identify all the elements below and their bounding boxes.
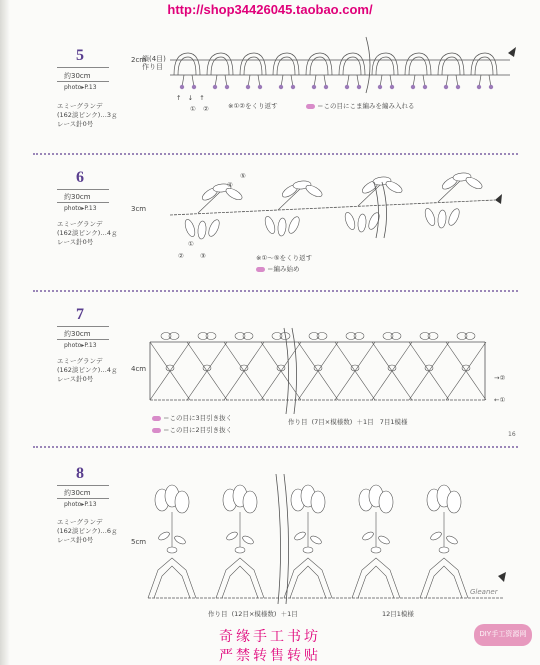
repeat-label: 12目1模様 bbox=[382, 610, 414, 618]
pattern-length: 約30cm bbox=[64, 330, 91, 338]
watermark: Gleaner bbox=[470, 588, 498, 596]
crochet-chart-6 bbox=[150, 170, 505, 260]
height-label: 2cm bbox=[131, 56, 147, 64]
book-spine-shadow bbox=[0, 0, 10, 665]
site-badge: DIY手工资源网 bbox=[474, 624, 532, 646]
photo-reference: photo▸P.13 bbox=[64, 84, 97, 91]
start-marker bbox=[495, 194, 502, 204]
step-arrows: ↑ ↓ ↑ bbox=[176, 94, 205, 102]
pattern-number: 6 bbox=[76, 169, 84, 186]
step-marker-3: ③ bbox=[200, 252, 206, 260]
step-marker-2: ② bbox=[203, 105, 209, 113]
number-underline bbox=[57, 67, 109, 68]
section-divider bbox=[33, 153, 518, 155]
height-label: 3cm bbox=[131, 205, 147, 213]
number-underline bbox=[57, 485, 109, 486]
pattern-length: 約30cm bbox=[64, 72, 91, 80]
yarn-amount: (162淡ピンク)…4ｇ bbox=[57, 366, 118, 374]
footer-line-1: 奇缘手工书坊 bbox=[219, 629, 321, 645]
length-underline bbox=[57, 339, 109, 340]
hook-size: レース針0号 bbox=[57, 375, 94, 383]
crochet-chart-8 bbox=[148, 480, 508, 605]
length-underline bbox=[57, 498, 109, 499]
yarn-amount: (162淡ピンク)…6ｇ bbox=[57, 527, 118, 535]
start-marker bbox=[498, 572, 506, 582]
height-label: 5cm bbox=[131, 538, 147, 546]
length-underline bbox=[57, 202, 109, 203]
length-underline bbox=[57, 81, 109, 82]
photo-reference: photo▸P.13 bbox=[64, 501, 97, 508]
materials bbox=[57, 102, 137, 129]
step-marker-4: ④ bbox=[227, 181, 233, 189]
pattern-number: 5 bbox=[76, 47, 84, 64]
pink-dot-icon bbox=[152, 416, 161, 421]
base-chain-label: 作り目 (7目×模様数) ＋1目 7目1模様 bbox=[288, 418, 408, 426]
yarn-name: エミーグランデ bbox=[57, 220, 103, 228]
pink-dot-icon bbox=[152, 428, 161, 433]
photo-reference: photo▸P.13 bbox=[64, 205, 97, 212]
lattice-pattern bbox=[150, 333, 486, 401]
number-underline bbox=[57, 189, 109, 190]
repeat-break-line bbox=[284, 328, 289, 414]
yarn-name: エミーグランデ bbox=[57, 518, 103, 526]
step-marker-5: ⑤ bbox=[240, 172, 246, 180]
note-slip-2: ＝この目に2目引き抜く bbox=[152, 425, 232, 434]
shop-url: http://shop34426045.taobao.com/ bbox=[167, 2, 373, 17]
pink-dot-icon bbox=[256, 267, 265, 272]
row-1-arrow: ←① bbox=[494, 396, 506, 404]
footer-line-2: 严禁转售转贴 bbox=[219, 648, 321, 664]
pattern-length: 約30cm bbox=[64, 193, 91, 201]
yarn-name: エミーグランデ bbox=[57, 357, 103, 365]
height-label: 4cm bbox=[131, 365, 147, 373]
note-single-crochet: ＝この目にこま編みを編み入れる bbox=[306, 101, 415, 110]
flower-motifs bbox=[148, 485, 468, 598]
start-marker bbox=[508, 47, 516, 57]
number-underline bbox=[57, 326, 109, 327]
picot-dots bbox=[180, 85, 493, 89]
foundation-chain-label: 鎖(4目)作り目 bbox=[142, 55, 166, 71]
page-number: 16 bbox=[508, 431, 516, 438]
materials bbox=[57, 220, 137, 247]
repeat-break-line bbox=[284, 474, 289, 604]
section-divider bbox=[33, 290, 518, 292]
pink-dot-icon bbox=[306, 104, 315, 109]
chart-outline bbox=[170, 53, 510, 87]
crochet-chart-5 bbox=[170, 45, 520, 105]
step-marker-1: ① bbox=[188, 240, 194, 248]
section-divider bbox=[33, 446, 518, 448]
hook-size: レース針0号 bbox=[57, 536, 94, 544]
pattern-number: 7 bbox=[76, 306, 84, 323]
pattern-length: 約30cm bbox=[64, 489, 91, 497]
note-repeat: ※①②をくり返す bbox=[228, 102, 278, 110]
pattern-number: 8 bbox=[76, 465, 84, 482]
yarn-amount: (162淡ピンク)…4ｇ bbox=[57, 229, 118, 237]
row-2-arrow: →② bbox=[494, 374, 506, 382]
crochet-chart-7 bbox=[150, 322, 490, 412]
yarn-name: エミーグランデ bbox=[57, 102, 103, 110]
chart-base-chain bbox=[170, 200, 495, 215]
photo-reference: photo▸P.13 bbox=[64, 342, 97, 349]
yarn-amount: (162淡ピンク)…3ｇ bbox=[57, 111, 118, 119]
repeat-break-line bbox=[276, 474, 281, 604]
hook-size: レース針0号 bbox=[57, 120, 94, 128]
note-start: ＝編み始め bbox=[256, 264, 300, 273]
step-marker-1: ① bbox=[190, 105, 196, 113]
repeat-break-line bbox=[382, 182, 387, 238]
base-chain-label: 作り目 (12目×模様数) ＋1目 bbox=[208, 610, 298, 618]
hook-size: レース針0号 bbox=[57, 238, 94, 246]
note-repeat: ※①〜⑤をくり返す bbox=[256, 254, 313, 262]
note-slip-3: ＝この目に3目引き抜く bbox=[152, 413, 232, 422]
repeat-break-line bbox=[292, 328, 297, 414]
step-marker-2: ② bbox=[178, 252, 184, 260]
repeat-break-line bbox=[366, 37, 370, 93]
